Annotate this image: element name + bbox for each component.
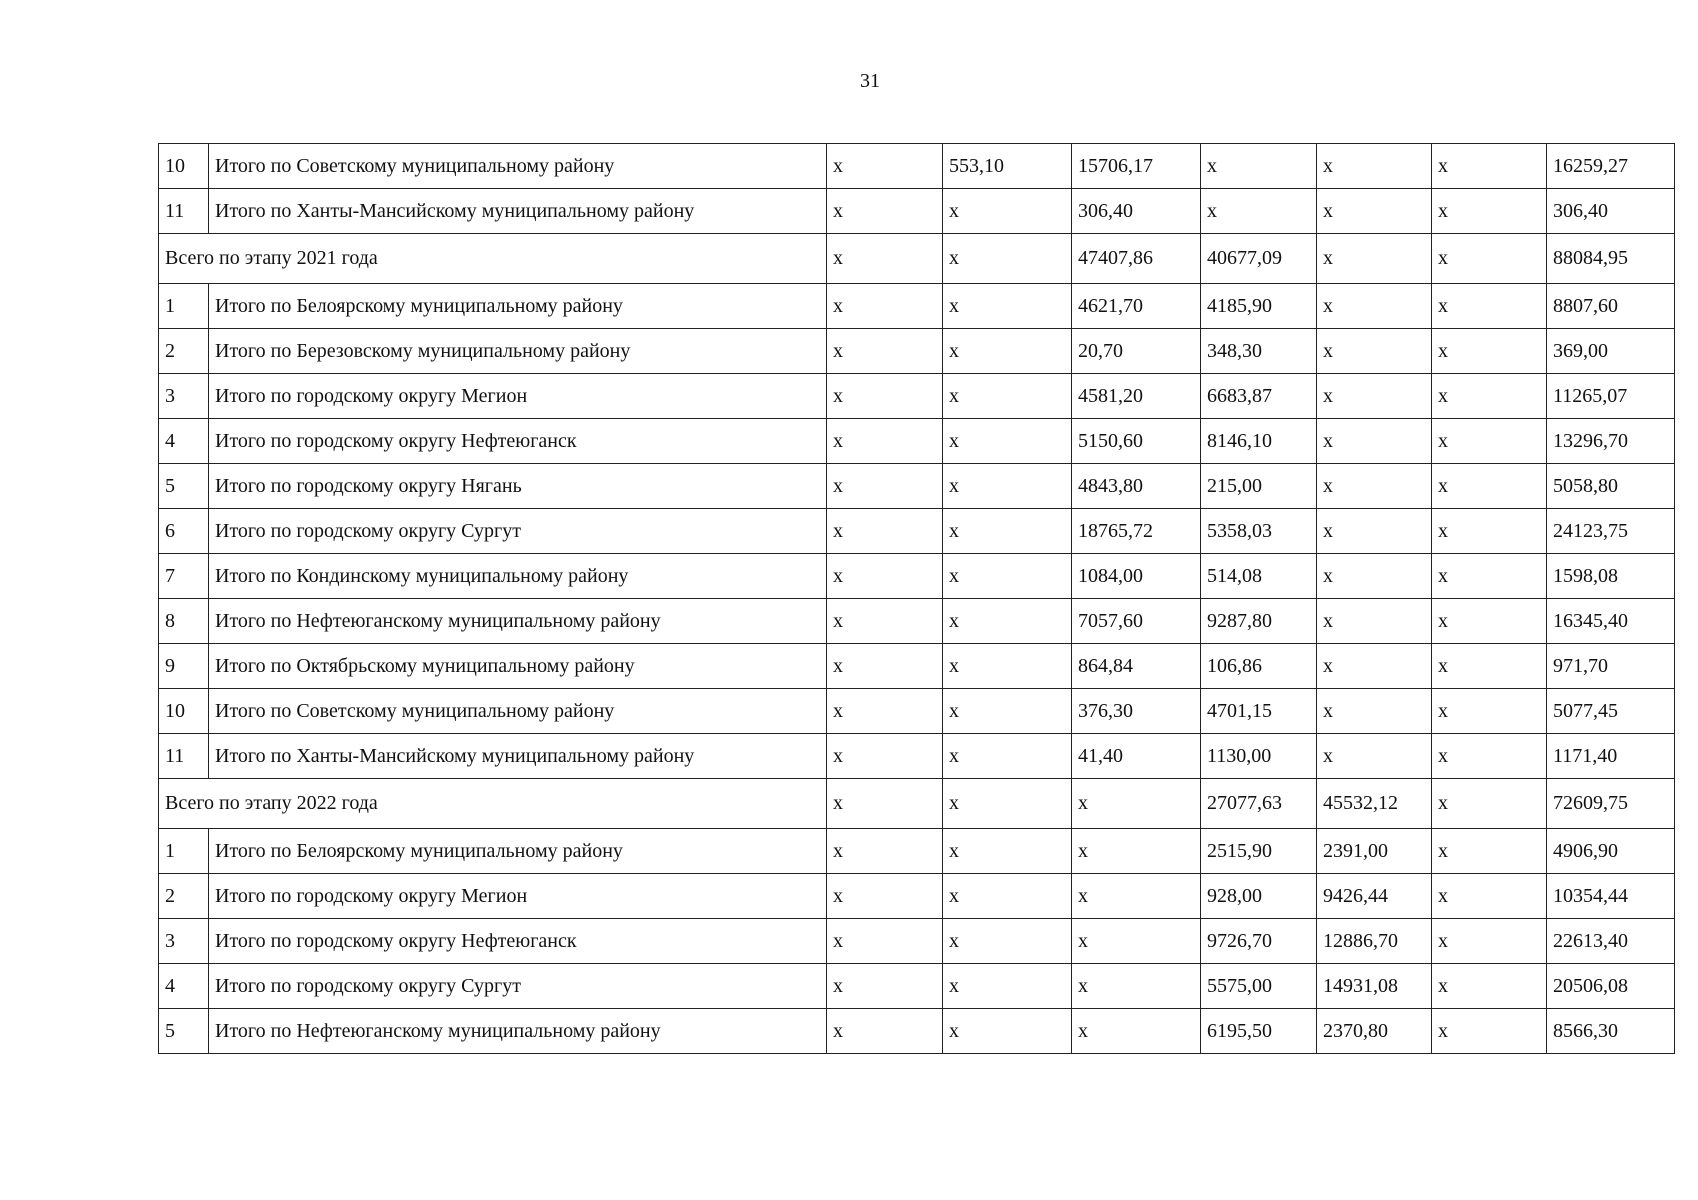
value-cell: 1130,00	[1201, 734, 1317, 779]
total-cell: 5077,45	[1547, 689, 1675, 734]
value-cell: 5358,03	[1201, 509, 1317, 554]
value-cell: x	[943, 329, 1072, 374]
municipality-name: Итого по городскому округу Мегион	[209, 874, 827, 919]
value-cell: 4185,90	[1201, 284, 1317, 329]
municipality-name: Итого по Кондинскому муниципальному району	[209, 554, 827, 599]
municipality-name: Итого по городскому округу Нефтеюганск	[209, 419, 827, 464]
value-cell: 5575,00	[1201, 964, 1317, 1009]
row-number: 3	[159, 374, 209, 419]
total-cell: 1598,08	[1547, 554, 1675, 599]
table-row	[159, 189, 1675, 234]
value-cell: x	[1432, 464, 1547, 509]
value-cell: x	[1317, 599, 1432, 644]
value-cell: x	[1432, 284, 1547, 329]
row-number: 1	[159, 284, 209, 329]
total-cell: 369,00	[1547, 329, 1675, 374]
total-cell: 16259,27	[1547, 144, 1675, 189]
value-cell: x	[943, 689, 1072, 734]
value-cell: x	[1432, 644, 1547, 689]
row-number: 4	[159, 419, 209, 464]
value-cell: x	[827, 144, 943, 189]
value-cell: x	[1432, 829, 1547, 874]
table-row	[159, 599, 1675, 644]
value-cell: x	[943, 964, 1072, 1009]
value-cell: x	[1072, 1009, 1201, 1054]
table-row	[159, 919, 1675, 964]
value-cell: 553,10	[943, 144, 1072, 189]
row-number: 9	[159, 644, 209, 689]
value-cell: x	[943, 829, 1072, 874]
value-cell: x	[827, 779, 943, 829]
value-cell: x	[1317, 689, 1432, 734]
row-number: 11	[159, 189, 209, 234]
value-cell: 306,40	[1072, 189, 1201, 234]
row-number: 5	[159, 1009, 209, 1054]
value-cell: x	[827, 599, 943, 644]
municipality-name: Итого по Советскому муниципальному району	[209, 689, 827, 734]
value-cell: 41,40	[1072, 734, 1201, 779]
value-cell: x	[1432, 144, 1547, 189]
value-cell: x	[827, 419, 943, 464]
value-cell: 12886,70	[1317, 919, 1432, 964]
municipality-name: Итого по Октябрьскому муниципальному району	[209, 644, 827, 689]
value-cell: x	[943, 919, 1072, 964]
value-cell: x	[1317, 734, 1432, 779]
value-cell: x	[827, 509, 943, 554]
municipality-name: Итого по Ханты-Мансийскому муниципальному району	[209, 189, 827, 234]
table-row	[159, 329, 1675, 374]
value-cell: x	[943, 284, 1072, 329]
value-cell: x	[827, 644, 943, 689]
page-number: 31	[860, 70, 880, 92]
value-cell: x	[1317, 329, 1432, 374]
value-cell: x	[943, 734, 1072, 779]
value-cell: 27077,63	[1201, 779, 1317, 829]
value-cell: x	[1072, 779, 1201, 829]
value-cell: 5150,60	[1072, 419, 1201, 464]
municipality-name: Итого по Белоярскому муниципальному району	[209, 829, 827, 874]
value-cell: x	[827, 374, 943, 419]
row-number: 1	[159, 829, 209, 874]
municipality-name: Итого по городскому округу Сургут	[209, 509, 827, 554]
value-cell: 215,00	[1201, 464, 1317, 509]
total-cell: 971,70	[1547, 644, 1675, 689]
value-cell: x	[1432, 419, 1547, 464]
row-number: 2	[159, 329, 209, 374]
table-total-row	[159, 779, 1675, 829]
value-cell: 348,30	[1201, 329, 1317, 374]
value-cell: x	[827, 464, 943, 509]
table-row	[159, 374, 1675, 419]
row-number: 10	[159, 689, 209, 734]
total-cell: 24123,75	[1547, 509, 1675, 554]
total-cell: 8807,60	[1547, 284, 1675, 329]
value-cell: x	[1432, 189, 1547, 234]
value-cell: x	[943, 874, 1072, 919]
value-cell: 2515,90	[1201, 829, 1317, 874]
value-cell: 376,30	[1072, 689, 1201, 734]
value-cell: 6683,87	[1201, 374, 1317, 419]
row-number: 8	[159, 599, 209, 644]
value-cell: x	[1432, 689, 1547, 734]
value-cell: 9426,44	[1317, 874, 1432, 919]
row-number: 2	[159, 874, 209, 919]
value-cell: x	[1432, 509, 1547, 554]
value-cell: x	[943, 189, 1072, 234]
value-cell: x	[1432, 554, 1547, 599]
value-cell: x	[1317, 419, 1432, 464]
municipality-name: Итого по городскому округу Нефтеюганск	[209, 919, 827, 964]
value-cell: x	[943, 644, 1072, 689]
data-table	[158, 143, 1675, 1054]
value-cell: 8146,10	[1201, 419, 1317, 464]
value-cell: x	[1317, 144, 1432, 189]
value-cell: 14931,08	[1317, 964, 1432, 1009]
value-cell: x	[827, 964, 943, 1009]
value-cell: x	[1201, 189, 1317, 234]
value-cell: 4701,15	[1201, 689, 1317, 734]
row-number: 4	[159, 964, 209, 1009]
row-number: 3	[159, 919, 209, 964]
row-number: 6	[159, 509, 209, 554]
municipality-name: Итого по Ханты-Мансийскому муниципальному району	[209, 734, 827, 779]
value-cell: x	[827, 1009, 943, 1054]
value-cell: 2370,80	[1317, 1009, 1432, 1054]
municipality-name: Итого по Нефтеюганскому муниципальному району	[209, 1009, 827, 1054]
value-cell: x	[943, 464, 1072, 509]
municipality-name: Итого по городскому округу Мегион	[209, 374, 827, 419]
value-cell: x	[1072, 874, 1201, 919]
value-cell: x	[943, 374, 1072, 419]
value-cell: x	[827, 689, 943, 734]
row-number: 7	[159, 554, 209, 599]
value-cell: 15706,17	[1072, 144, 1201, 189]
value-cell: 47407,86	[1072, 234, 1201, 284]
value-cell: 45532,12	[1317, 779, 1432, 829]
stage-total-label: Всего по этапу 2022 года	[159, 779, 827, 829]
value-cell: 4621,70	[1072, 284, 1201, 329]
table-row	[159, 419, 1675, 464]
total-cell: 88084,95	[1547, 234, 1675, 284]
value-cell: x	[1317, 234, 1432, 284]
value-cell: x	[827, 329, 943, 374]
total-cell: 306,40	[1547, 189, 1675, 234]
value-cell: x	[1317, 374, 1432, 419]
value-cell: x	[827, 734, 943, 779]
value-cell: x	[1317, 509, 1432, 554]
value-cell: x	[943, 419, 1072, 464]
total-cell: 16345,40	[1547, 599, 1675, 644]
value-cell: x	[1432, 874, 1547, 919]
table-total-row	[159, 234, 1675, 284]
value-cell: x	[1432, 234, 1547, 284]
value-cell: 7057,60	[1072, 599, 1201, 644]
municipality-name: Итого по городскому округу Нягань	[209, 464, 827, 509]
row-number: 5	[159, 464, 209, 509]
table-row	[159, 964, 1675, 1009]
value-cell: x	[943, 554, 1072, 599]
value-cell: 4581,20	[1072, 374, 1201, 419]
total-cell: 11265,07	[1547, 374, 1675, 419]
value-cell: 9287,80	[1201, 599, 1317, 644]
value-cell: 514,08	[1201, 554, 1317, 599]
total-cell: 72609,75	[1547, 779, 1675, 829]
value-cell: 9726,70	[1201, 919, 1317, 964]
value-cell: x	[1432, 919, 1547, 964]
value-cell: 20,70	[1072, 329, 1201, 374]
value-cell: x	[1317, 554, 1432, 599]
total-cell: 4906,90	[1547, 829, 1675, 874]
value-cell: x	[943, 599, 1072, 644]
value-cell: 6195,50	[1201, 1009, 1317, 1054]
value-cell: x	[827, 919, 943, 964]
value-cell: x	[1432, 964, 1547, 1009]
value-cell: x	[1432, 599, 1547, 644]
total-cell: 22613,40	[1547, 919, 1675, 964]
value-cell: x	[827, 189, 943, 234]
value-cell: 864,84	[1072, 644, 1201, 689]
municipality-name: Итого по Березовскому муниципальному району	[209, 329, 827, 374]
stage-total-label: Всего по этапу 2021 года	[159, 234, 827, 284]
row-number: 10	[159, 144, 209, 189]
total-cell: 10354,44	[1547, 874, 1675, 919]
municipality-name: Итого по Нефтеюганскому муниципальному району	[209, 599, 827, 644]
table-row	[159, 554, 1675, 599]
table-row	[159, 144, 1675, 189]
table-row	[159, 829, 1675, 874]
table-body	[159, 144, 1675, 1054]
value-cell: x	[1432, 374, 1547, 419]
value-cell: 18765,72	[1072, 509, 1201, 554]
table-row	[159, 464, 1675, 509]
value-cell: 1084,00	[1072, 554, 1201, 599]
value-cell: x	[1317, 644, 1432, 689]
value-cell: x	[943, 234, 1072, 284]
table-row	[159, 734, 1675, 779]
value-cell: 106,86	[1201, 644, 1317, 689]
table-row	[159, 874, 1675, 919]
value-cell: x	[1432, 1009, 1547, 1054]
value-cell: x	[1072, 829, 1201, 874]
table-row	[159, 689, 1675, 734]
value-cell: x	[943, 1009, 1072, 1054]
value-cell: 4843,80	[1072, 464, 1201, 509]
value-cell: x	[827, 284, 943, 329]
value-cell: 2391,00	[1317, 829, 1432, 874]
value-cell: x	[1201, 144, 1317, 189]
total-cell: 20506,08	[1547, 964, 1675, 1009]
municipality-name: Итого по Советскому муниципальному району	[209, 144, 827, 189]
municipality-name: Итого по Белоярскому муниципальному району	[209, 284, 827, 329]
row-number: 11	[159, 734, 209, 779]
table-row	[159, 644, 1675, 689]
value-cell: x	[1432, 779, 1547, 829]
value-cell: x	[1072, 919, 1201, 964]
value-cell: x	[1072, 964, 1201, 1009]
table-row	[159, 509, 1675, 554]
total-cell: 1171,40	[1547, 734, 1675, 779]
table-row	[159, 1009, 1675, 1054]
value-cell: 928,00	[1201, 874, 1317, 919]
value-cell: x	[1317, 189, 1432, 234]
value-cell: x	[827, 829, 943, 874]
value-cell: 40677,09	[1201, 234, 1317, 284]
value-cell: x	[1317, 284, 1432, 329]
value-cell: x	[1432, 329, 1547, 374]
total-cell: 8566,30	[1547, 1009, 1675, 1054]
table-row	[159, 284, 1675, 329]
value-cell: x	[827, 874, 943, 919]
total-cell: 13296,70	[1547, 419, 1675, 464]
value-cell: x	[943, 779, 1072, 829]
value-cell: x	[827, 234, 943, 284]
total-cell: 5058,80	[1547, 464, 1675, 509]
value-cell: x	[827, 554, 943, 599]
value-cell: x	[1317, 464, 1432, 509]
municipality-name: Итого по городскому округу Сургут	[209, 964, 827, 1009]
value-cell: x	[943, 509, 1072, 554]
value-cell: x	[1432, 734, 1547, 779]
